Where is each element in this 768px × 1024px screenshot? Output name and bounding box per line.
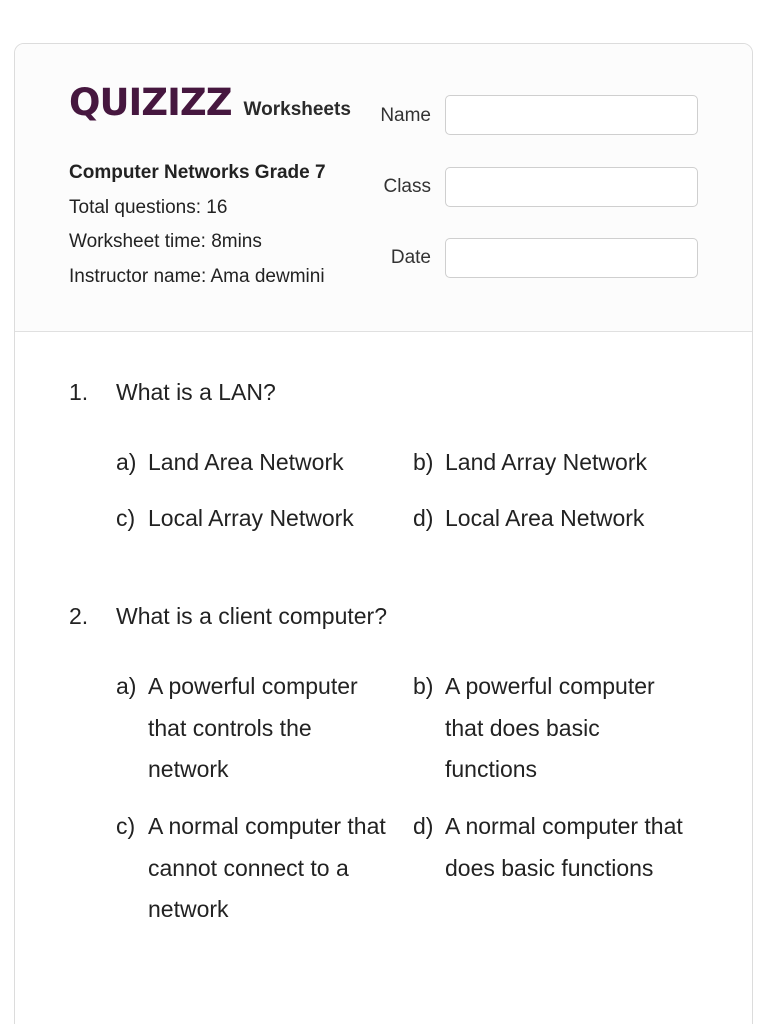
question-number: 2.: [69, 603, 89, 629]
option-2c[interactable]: [116, 806, 393, 931]
option-label: a): [116, 449, 137, 475]
name-label: Name: [380, 105, 431, 126]
class-field[interactable]: [445, 167, 698, 207]
option-1c[interactable]: [116, 498, 393, 540]
option-text: Land Area Network: [148, 449, 344, 475]
option-2b[interactable]: [413, 666, 690, 791]
worksheet-title: Computer Networks Grade 7: [69, 162, 326, 183]
date-label: Date: [390, 247, 431, 268]
option-text: A normal computer that does basic functions: [445, 813, 683, 881]
option-label: a): [116, 673, 137, 699]
total-questions: Total questions: 16: [69, 196, 228, 218]
question-text: What is a client computer?: [116, 603, 388, 629]
option-text: Local Array Network: [148, 505, 354, 531]
question-text: What is a LAN?: [116, 379, 276, 405]
name-field[interactable]: [445, 95, 698, 135]
brand: [69, 81, 351, 124]
logo-subtitle: Worksheets: [243, 99, 351, 120]
option-label: d): [413, 813, 434, 839]
option-text: Local Area Network: [445, 505, 645, 531]
option-label: b): [413, 449, 434, 475]
instructor-name: Instructor name: Ama dewmini: [69, 265, 325, 287]
option-label: d): [413, 505, 434, 531]
option-1d[interactable]: [413, 498, 690, 540]
quizizz-logo: QUIZIZZ: [69, 81, 232, 124]
worksheet-meta: [69, 156, 326, 294]
option-2d[interactable]: [413, 806, 690, 889]
option-1b[interactable]: [413, 442, 690, 484]
worksheet-time: Worksheet time: 8mins: [69, 231, 262, 252]
option-label: b): [413, 673, 434, 699]
option-text: A normal computer that cannot connect to a network: [148, 813, 386, 922]
option-text: A powerful computer that controls the network: [148, 673, 358, 782]
class-label: Class: [383, 176, 431, 197]
option-text: A powerful computer that does basic functions: [445, 673, 655, 782]
option-2a[interactable]: [116, 666, 393, 791]
date-field[interactable]: [445, 238, 698, 278]
worksheet-header: [15, 44, 752, 332]
option-label: c): [116, 505, 136, 531]
question-number: 1.: [69, 379, 89, 405]
worksheet-card: [14, 43, 753, 1024]
option-label: c): [116, 813, 136, 839]
option-1a[interactable]: [116, 442, 393, 484]
option-text: Land Array Network: [445, 449, 647, 475]
